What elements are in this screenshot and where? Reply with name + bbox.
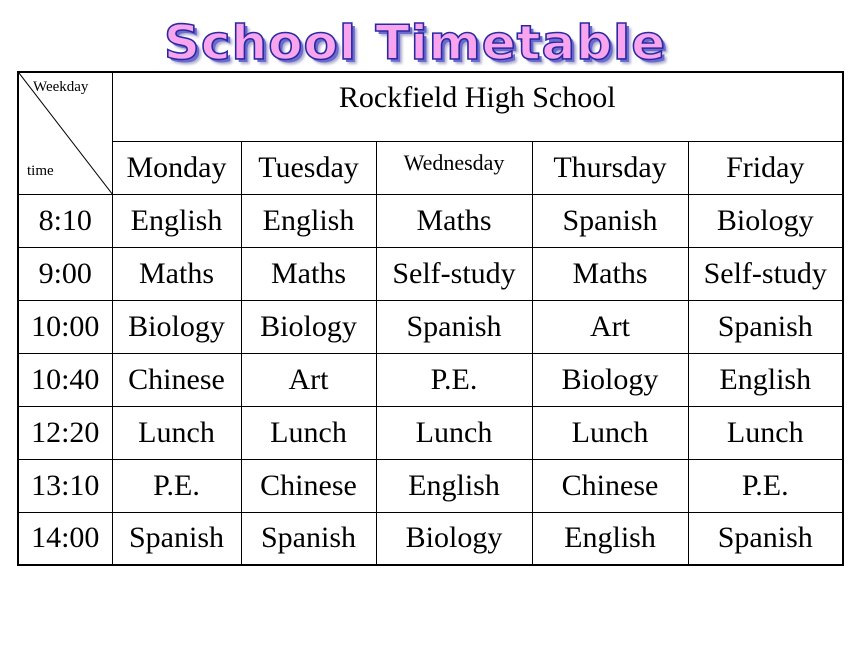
subject-cell: English: [376, 459, 532, 512]
subject-cell: Spanish: [532, 194, 688, 247]
subject-cell: Art: [532, 300, 688, 353]
subject-cell: Spanish: [112, 512, 241, 565]
page-title: School Timetable: [163, 15, 667, 71]
time-cell: 10:00: [18, 300, 112, 353]
day-header-tuesday: Tuesday: [241, 141, 376, 194]
time-cell: 9:00: [18, 247, 112, 300]
subject-cell: Lunch: [688, 406, 843, 459]
subject-cell: Biology: [241, 300, 376, 353]
subject-cell: Lunch: [376, 406, 532, 459]
subject-cell: Lunch: [241, 406, 376, 459]
subject-cell: Art: [241, 353, 376, 406]
subject-cell: Chinese: [532, 459, 688, 512]
school-name: Rockfield High School: [112, 72, 843, 141]
table-row: [18, 353, 843, 406]
subject-cell: P.E.: [112, 459, 241, 512]
subject-cell: P.E.: [688, 459, 843, 512]
timetable: [17, 71, 844, 566]
subject-cell: Biology: [532, 353, 688, 406]
time-cell: 13:10: [18, 459, 112, 512]
subject-cell: P.E.: [376, 353, 532, 406]
subject-cell: Self-study: [376, 247, 532, 300]
subject-cell: Spanish: [688, 512, 843, 565]
subject-cell: Biology: [688, 194, 843, 247]
subject-cell: Chinese: [112, 353, 241, 406]
table-row: [18, 247, 843, 300]
time-cell: 12:20: [18, 406, 112, 459]
day-header-wednesday: Wednesday: [376, 141, 532, 194]
day-header-friday: Friday: [688, 141, 843, 194]
subject-cell: Biology: [112, 300, 241, 353]
table-row: [18, 459, 843, 512]
table-row: [18, 406, 843, 459]
time-cell: 10:40: [18, 353, 112, 406]
corner-weekday-label: Weekday: [33, 79, 89, 95]
time-cell: 14:00: [18, 512, 112, 565]
corner-time-label: time: [27, 163, 54, 179]
table-row: [18, 512, 843, 565]
subject-cell: Self-study: [688, 247, 843, 300]
header-corner-cell: [18, 72, 112, 194]
subject-cell: Spanish: [241, 512, 376, 565]
subject-cell: Biology: [376, 512, 532, 565]
time-cell: 8:10: [18, 194, 112, 247]
subject-cell: English: [112, 194, 241, 247]
subject-cell: English: [688, 353, 843, 406]
subject-cell: English: [532, 512, 688, 565]
table-row: [18, 300, 843, 353]
subject-cell: Lunch: [112, 406, 241, 459]
subject-cell: Maths: [112, 247, 241, 300]
subject-cell: Maths: [532, 247, 688, 300]
subject-cell: English: [241, 194, 376, 247]
day-header-monday: Monday: [112, 141, 241, 194]
subject-cell: Spanish: [376, 300, 532, 353]
day-header-thursday: Thursday: [532, 141, 688, 194]
subject-cell: Chinese: [241, 459, 376, 512]
subject-cell: Maths: [241, 247, 376, 300]
table-row: [18, 194, 843, 247]
subject-cell: Lunch: [532, 406, 688, 459]
subject-cell: Maths: [376, 194, 532, 247]
timetable-body: [18, 194, 843, 565]
subject-cell: Spanish: [688, 300, 843, 353]
